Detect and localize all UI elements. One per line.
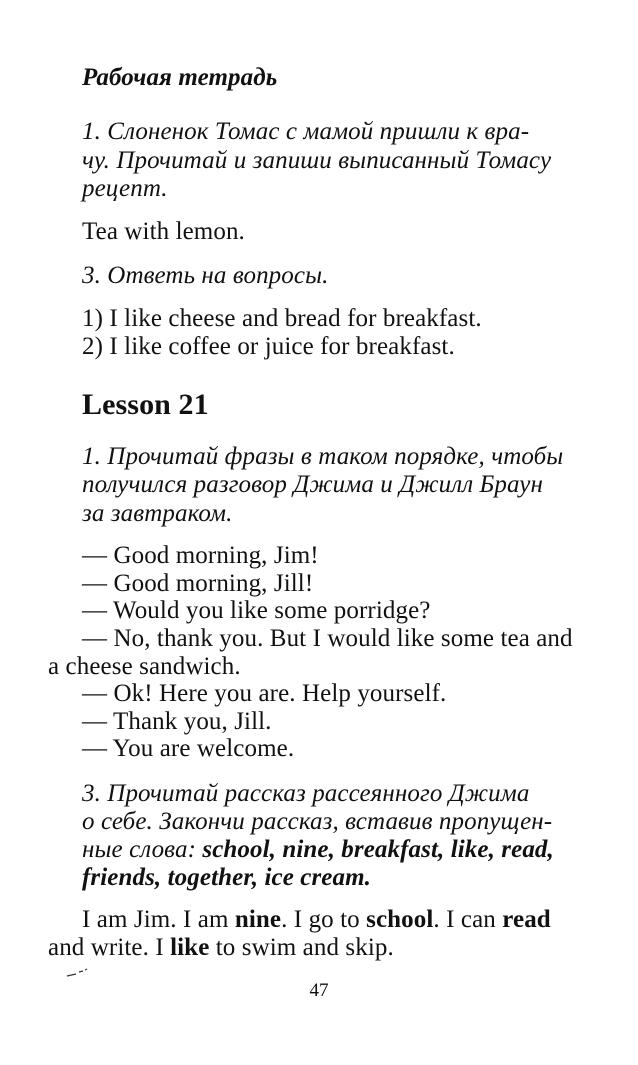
story-inserted-word: school (366, 906, 434, 933)
story-inserted-word: like (170, 934, 210, 961)
story-text: . I can (433, 906, 503, 933)
story-text: and write. I (48, 934, 171, 961)
dialogue-line: — No, thank you. But I would like some tea and (82, 625, 573, 652)
dialogue-line: — Ok! Here you are. Help yourself. (82, 680, 447, 707)
task1-answer: Tea with lemon. (82, 218, 245, 245)
dialogue-line: — Good morning, Jim! (82, 542, 319, 569)
story-text: to swim and skip. (209, 934, 394, 961)
lesson-title: Lesson 21 (82, 388, 209, 421)
task3-answer-1: 1) I like cheese and bread for breakfast. (82, 305, 482, 332)
story-line-1 (82, 906, 551, 934)
dialogue-line: a cheese sandwich. (48, 653, 241, 680)
dialogue-line: — Good morning, Jill! (82, 570, 314, 597)
lesson-task1-line-1: 1. Прочитай фразы в таком порядке, чтобы (82, 443, 564, 470)
story-inserted-word: nine (234, 906, 282, 933)
missing-words-list-part-1: school, nine, breakfast, like, read, (202, 836, 554, 863)
page-number: 47 (309, 980, 329, 1001)
lesson-task3-line-3-text: ные слова: (82, 836, 196, 863)
dialogue-line: — Thank you, Jill. (82, 708, 272, 735)
lesson-task3-line-3 (82, 836, 554, 864)
workbook-heading: Рабочая тетрадь (82, 64, 278, 91)
task1-line-1: 1. Слоненок Томас с мамой пришли к вра- (82, 118, 530, 145)
dialogue-line: — Would you like some porridge? (82, 597, 431, 624)
lesson-task1-line-3: за завтраком. (82, 500, 233, 527)
dialogue-line: — You are welcome. (82, 735, 295, 762)
lesson-task3-line-1: 3. Прочитай рассказ рассеянного Джима (82, 780, 530, 807)
lesson-task1-line-2: получился разговор Джима и Джилл Браун (82, 471, 543, 498)
stray-pen-mark (66, 968, 88, 978)
task3-title: 3. Ответь на вопросы. (82, 262, 329, 289)
story-inserted-word: read (502, 906, 551, 933)
story-text: I am Jim. I am (82, 906, 235, 933)
lesson-task3-line-2: о себе. Закончи рассказ, вставив пропущен- (82, 808, 553, 835)
task1-line-3: рецепт. (82, 175, 168, 202)
story-text: . I go to (281, 906, 367, 933)
story-line-2 (48, 934, 394, 962)
task3-answer-2: 2) I like coffee or juice for breakfast. (82, 333, 455, 360)
missing-words-list-part-2: friends, together, ice cream. (82, 864, 371, 891)
task1-line-2: чу. Прочитай и запиши выписанный Томасу (82, 147, 552, 174)
